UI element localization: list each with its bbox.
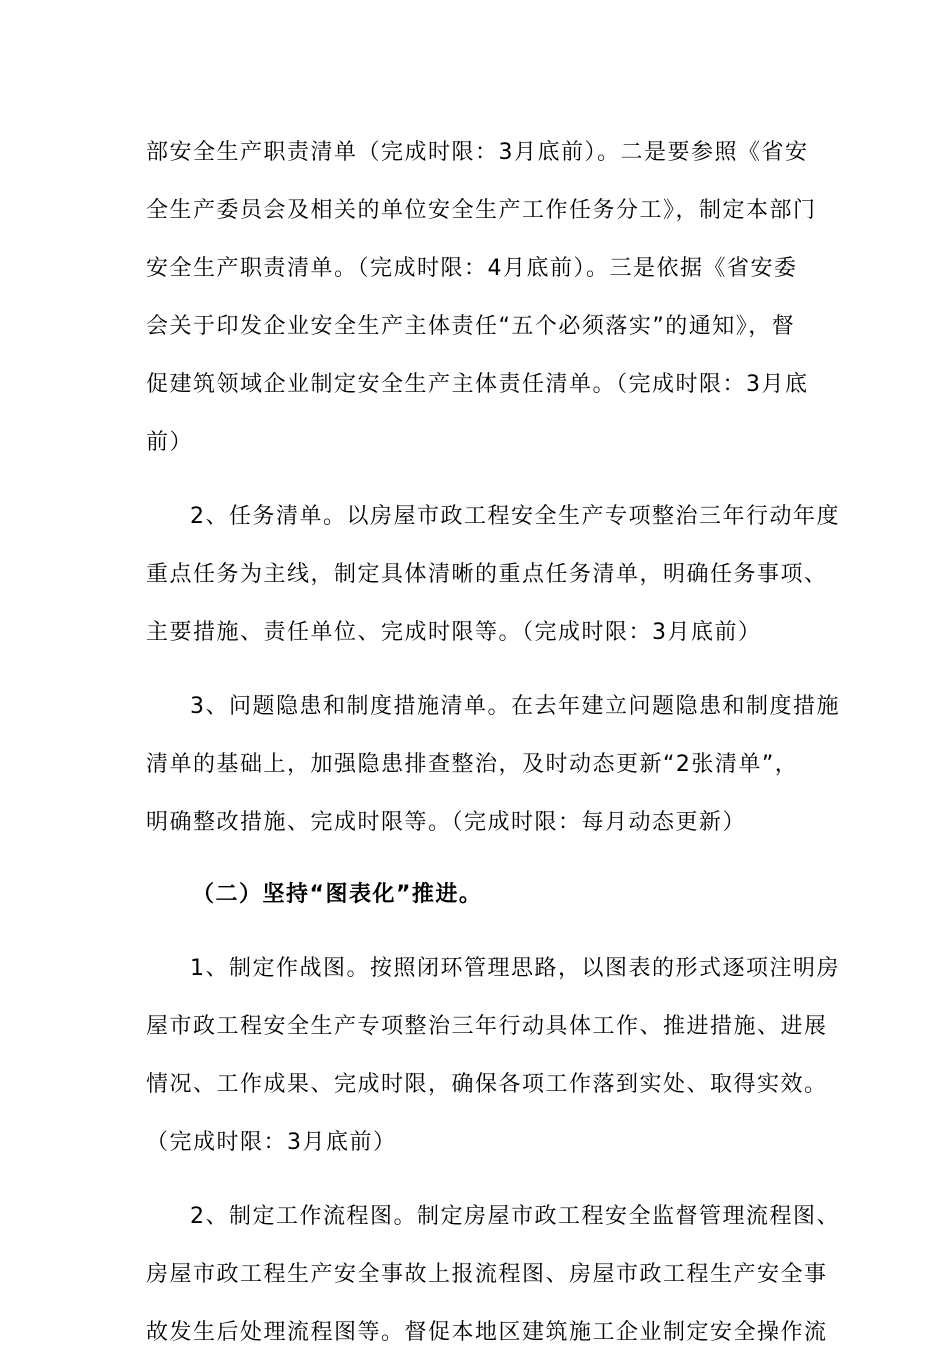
text-line: 情况、工作成果、完成时限，确保各项工作落到实处、取得实效。 xyxy=(146,1072,828,1097)
text-line: 全生产委员会及相关的单位安全生产工作任务分工》，制定本部门 xyxy=(146,198,817,223)
text-line: （完成时限：3月底前） xyxy=(146,1130,397,1155)
text-line: 2、制定工作流程图。制定房屋市政工程安全监督管理流程图、 xyxy=(190,1204,840,1229)
text-line: 清单的基础上，加强隐患排查整治，及时动态更新“2张清单”， xyxy=(146,752,799,777)
text-line: 促建筑领域企业制定安全生产主体责任清单。（完成时限：3月底 xyxy=(146,372,809,397)
text-line: 会关于印发企业安全生产主体责任“五个必须落实”的通知》，督 xyxy=(146,314,796,339)
text-line: 主要措施、责任单位、完成时限等。（完成时限：3月底前） xyxy=(146,620,762,645)
text-line: 故发生后处理流程图等。督促本地区建筑施工企业制定安全操作流 xyxy=(146,1320,828,1345)
text-line: 前） xyxy=(146,430,194,455)
text-line: 1、制定作战图。按照闭环管理思路，以图表的形式逐项注明房 xyxy=(190,956,840,981)
text-line: 3、问题隐患和制度措施清单。在去年建立问题隐患和制度措施 xyxy=(190,694,840,719)
text-line: 房屋市政工程生产安全事故上报流程图、房屋市政工程生产安全事 xyxy=(146,1262,828,1287)
section-heading: （二）坚持“图表化”推进。 xyxy=(192,882,483,907)
text-line: 部安全生产职责清单（完成时限：3月底前）。二是要参照《省安 xyxy=(146,140,809,165)
text-line: 屋市政工程安全生产专项整治三年行动具体工作、推进措施、进展 xyxy=(146,1014,828,1039)
text-line: 2、任务清单。以房屋市政工程安全生产专项整治三年行动年度 xyxy=(190,504,840,529)
text-line: 重点任务为主线，制定具体清晰的重点任务清单，明确任务事项、 xyxy=(146,562,828,587)
text-line: 安全生产职责清单。（完成时限：4月底前）。三是依据《省安委 xyxy=(146,256,798,281)
text-line: 明确整改措施、完成时限等。（完成时限：每月动态更新） xyxy=(146,810,747,835)
